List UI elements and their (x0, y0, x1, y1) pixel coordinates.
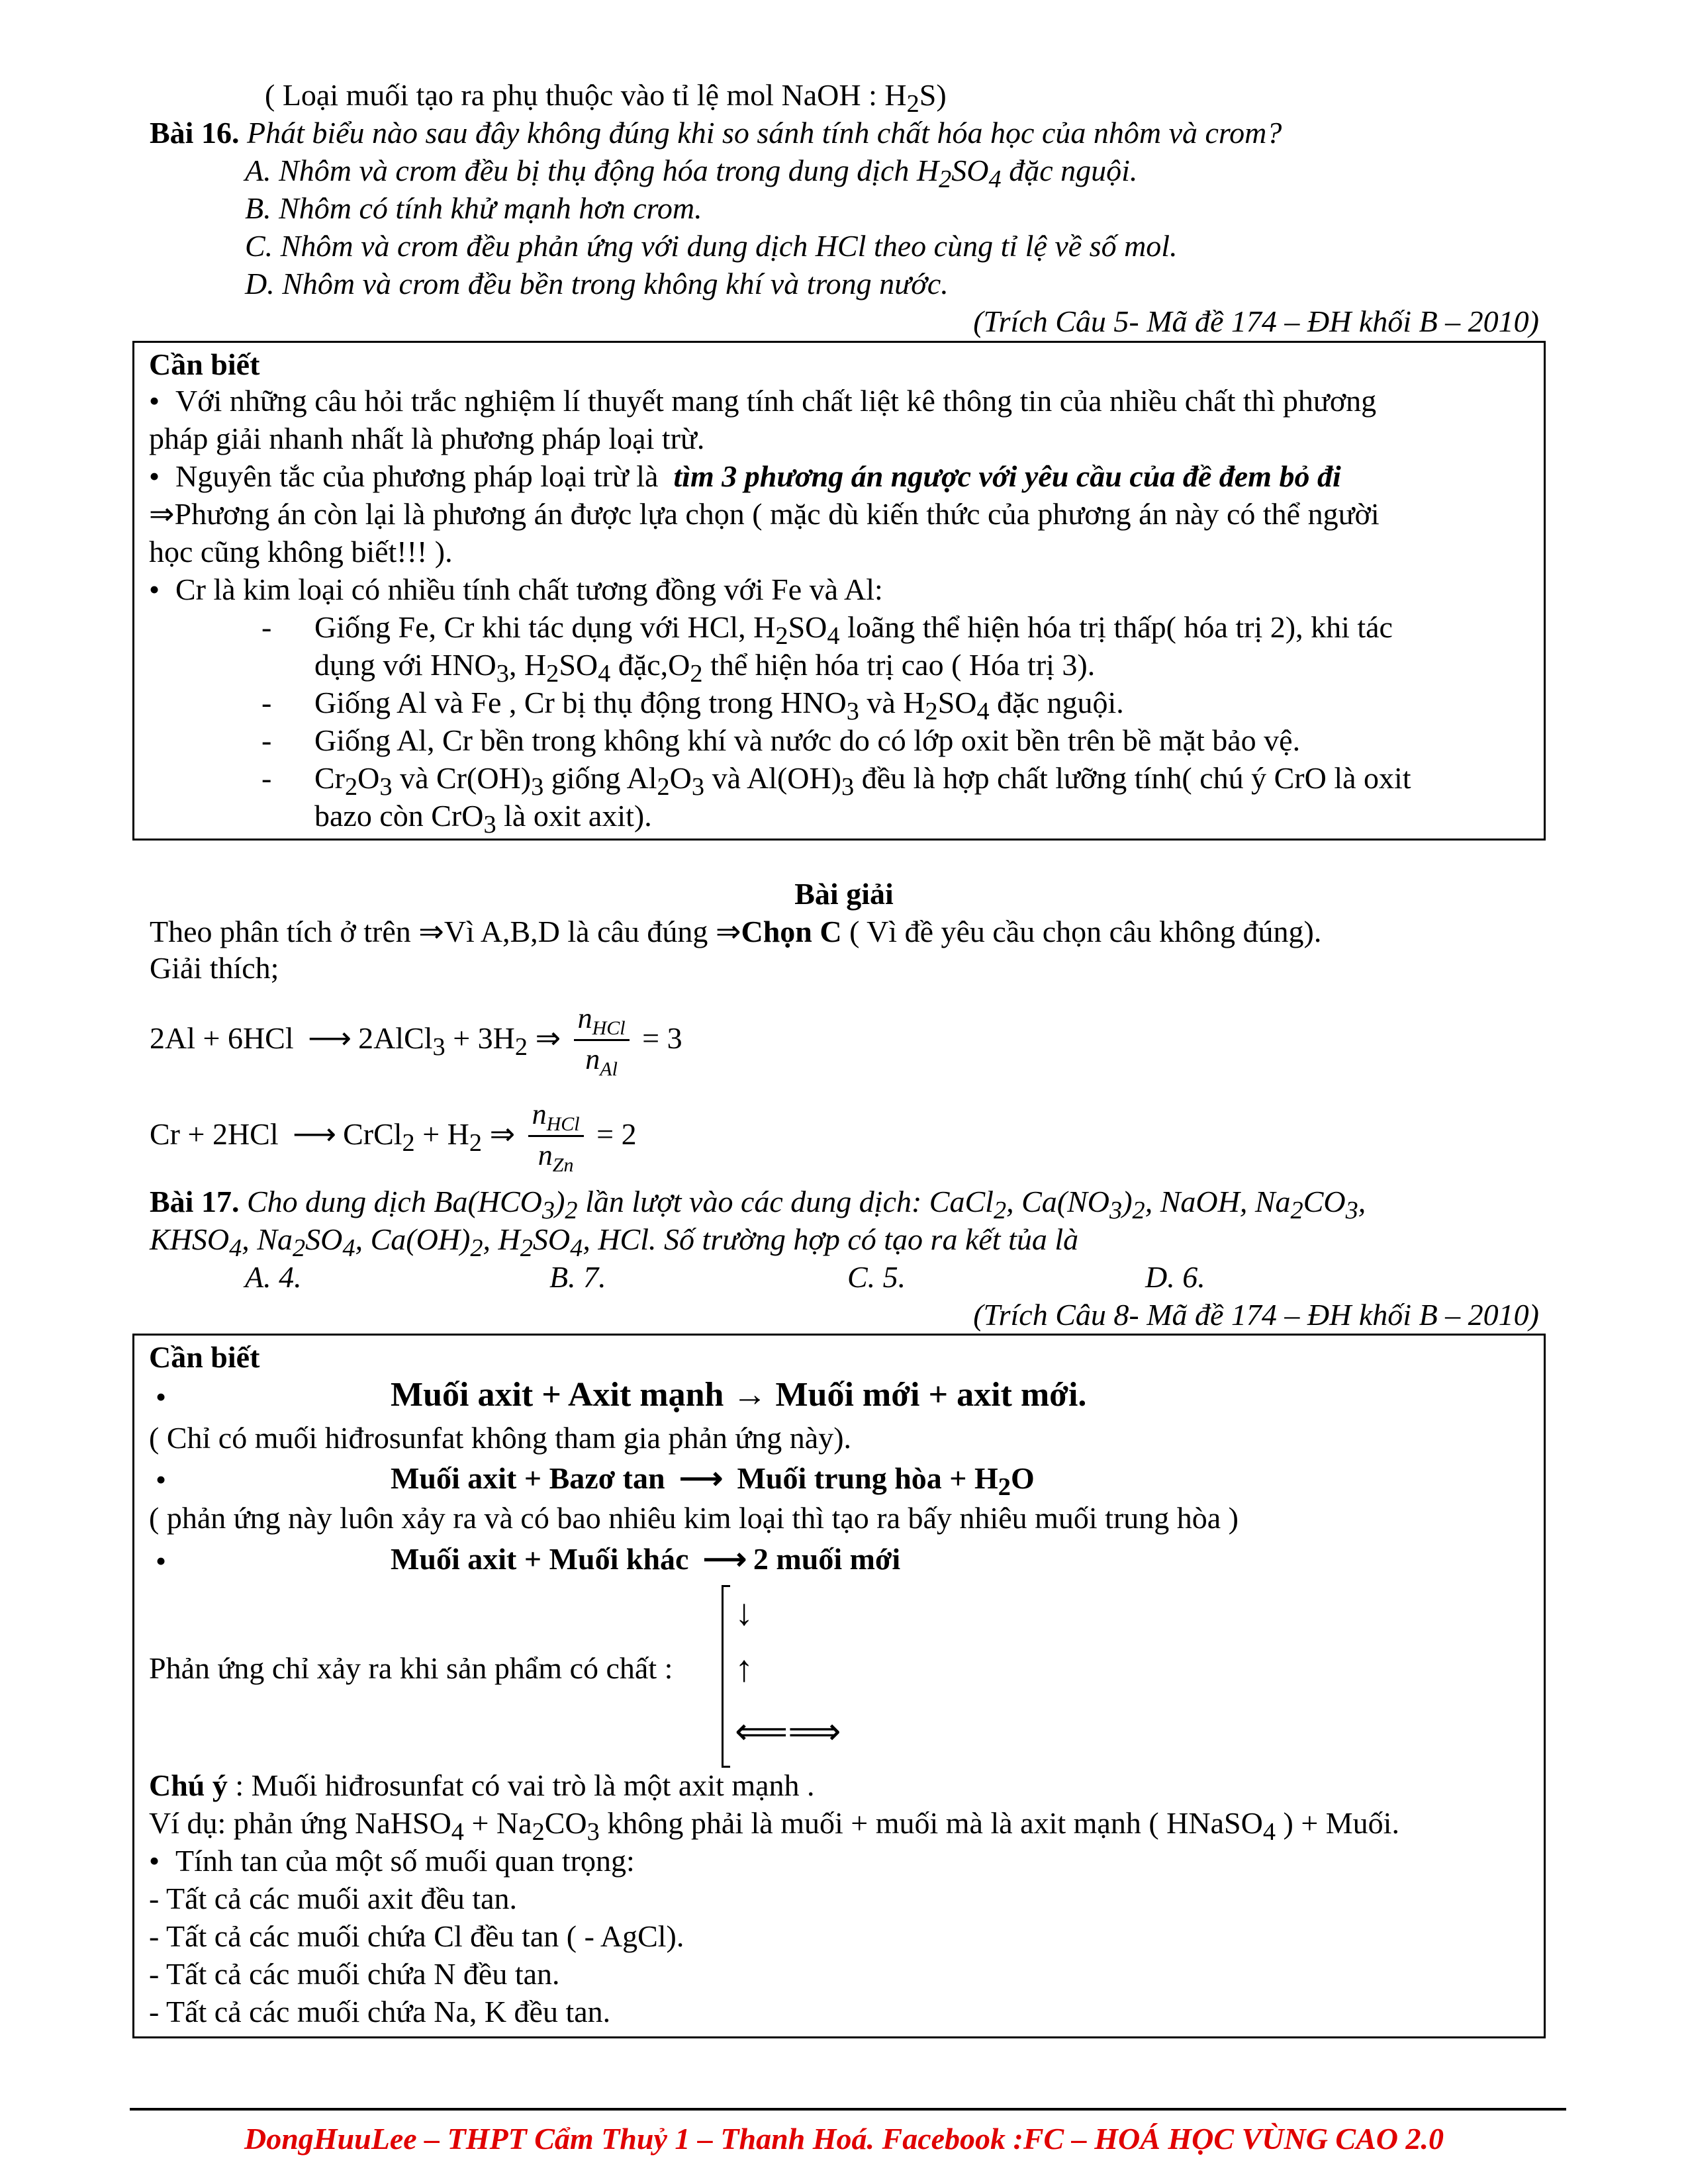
reaction-arrow-icon: ⟶ (308, 1021, 352, 1055)
box2-rule3 (391, 1542, 900, 1577)
q16-option-d: D. Nhôm và crom đều bền trong không khí và trong nước. (245, 267, 949, 300)
sol-line1a: Theo phân tích ở trên (150, 915, 411, 948)
q17-option-c: C. 5. (847, 1260, 906, 1294)
q16-stem (150, 116, 1282, 151)
implies-arrow-icon: ⇒ (418, 915, 444, 948)
q17-option-a: A. 4. (245, 1260, 302, 1294)
box2-title: Cần biết (149, 1340, 260, 1374)
box1-p3a-text: Phương án còn lại là phương án được lựa chọn ( mặc dù kiến thức của phương án này có thể người (174, 497, 1380, 531)
q17-source: (Trích Câu 8- Mã đề 174 – ĐH khối B – 2010) (973, 1298, 1539, 1332)
box2-note-text: : Muối hiđrosunfat có vai trò là một axit mạnh . (235, 1768, 815, 1802)
q16-source: (Trích Câu 5- Mã đề 174 – ĐH khối B – 2010) (973, 304, 1539, 338)
q16-label: Bài 16. (150, 116, 240, 150)
box2-solubility-title-text: Tính tan của một số muối quan trọng: (175, 1844, 635, 1878)
box2-r2-lhs: Muối axit + Bazơ tan (391, 1461, 665, 1495)
box1-p2: • Nguyên tắc của phương pháp loại trừ là tìm 3 phương án ngược với yêu cầu của đề đem bỏ đi (149, 459, 1341, 493)
box2-r2-note: ( phản ứng này luôn xảy ra và có bao nhiêu kim loại thì tạo ra bấy nhiêu muối trung hòa ) (149, 1501, 1239, 1535)
q16-option-c: C. Nhôm và crom đều phản ứng với dung dịch HCl theo cùng tỉ lệ về số mol. (245, 229, 1178, 263)
box1-d2: - Giống Al và Fe , Cr bị thụ động trong $HNO_3$ và $H_2SO_4$ đặc nguội. (261, 686, 1124, 726)
box1-d4a: - $Cr_2O_3$ và $Cr(OH)_3$ giống $Al_2O_3$ và $Al(OH)_3$ đều là hợp chất lưỡng tính( chú ý CrO là oxit (261, 761, 1411, 801)
implies-arrow-icon: ⇒ (149, 497, 175, 531)
eq2-lhs: Cr + 2HCl (150, 1116, 279, 1151)
condition-bracket (722, 1585, 730, 1768)
box1-p2a-text: Nguyên tắc của phương pháp loại trừ là (175, 459, 659, 493)
precipitate-down-arrow-icon: ↓ (735, 1592, 753, 1633)
implies-arrow-icon: ⇒ (535, 1021, 561, 1055)
q16-option-a: A. Nhôm và crom đều bị thụ động hóa trong dung dịch $H_2SO_4$ đặc nguội. (245, 154, 1138, 194)
box2-example: Ví dụ: phản ứng NaHSO$_4$ + $Na_2CO_3$ không phải là muối + muối mà là axit mạnh ( HNaSO$_4$ ) + Muối. (149, 1806, 1399, 1846)
box2-solubility-2: - Tất cả các muối chứa Cl đều tan ( - AgCl). (149, 1919, 684, 1953)
q17-stem-line2: $KHSO_4$, $Na_2SO_4$, $Ca(OH)_2$, $H_2SO_4$, HCl. Số trường hợp có tạo ra kết tủa là (150, 1222, 1079, 1263)
box1-p4: • Cr là kim loại có nhiều tính chất tương đồng với Fe và Al: (149, 572, 883, 606)
q17-option-b: B. 7. (549, 1260, 606, 1294)
eq1-lhs: 2Al + 6HCl (150, 1021, 294, 1055)
box2-r1-note: ( Chỉ có muối hiđrosunfat không tham gia phản ứng này). (149, 1421, 852, 1455)
box2-bullet-1: • (156, 1380, 167, 1414)
reaction-arrow-icon: ⟶ (679, 1461, 724, 1495)
equation-1: 2Al + 6HCl ⟶ 2AlCl$_3$ + $3H_2$ ⇒ $\frac{n_{HCl}}{n_{Al}}$ = 3 (150, 1002, 682, 1080)
top-note: ( Loại muối tạo ra phụ thuộc vào tỉ lệ mol NaOH : $H_2S$) (265, 78, 947, 118)
solution-heading: Bài giải (794, 877, 894, 911)
sol-line1d: ( Vì đề yêu cầu chọn câu không đúng). (849, 915, 1322, 948)
footer-divider (130, 2108, 1566, 2111)
implies-arrow-icon: ⇒ (715, 915, 741, 948)
eq2-ratio: $\frac{n_{HCl}}{n_{Zn}}$ (528, 1099, 584, 1176)
equilibrium-arrow-icon: ⟸⟹ (735, 1711, 841, 1752)
box1-title: Cần biết (149, 347, 260, 381)
q16-option-b: B. Nhôm có tính khử mạnh hơn crom. (245, 191, 702, 225)
box1-d4b: bazo còn CrO$_3$ là oxit axit). (314, 799, 652, 839)
box2-bullet-3: • (156, 1544, 167, 1578)
box1-p1a-text: Với những câu hỏi trắc nghiệm lí thuyết mang tính chất liệt kê thông tin của nhiều chất thì phương (175, 384, 1377, 418)
page-footer: DongHuuLee – THPT Cẩm Thuỷ 1 – Thanh Hoá. Facebook :FC – HOÁ HỌC VÙNG CAO 2.0 (244, 2122, 1444, 2156)
q17-option-d: D. 6. (1145, 1260, 1205, 1294)
box2-note-label: Chú ý (149, 1768, 228, 1802)
box1-p1b: pháp giải nhanh nhất là phương pháp loại trừ. (149, 422, 705, 455)
reaction-arrow-icon: ⟶ (293, 1116, 337, 1151)
gas-up-arrow-icon: ↑ (735, 1649, 753, 1690)
box2-solubility-3: - Tất cả các muối chứa N đều tan. (149, 1957, 560, 1991)
box2-rule1: Muối axit + Axit mạnh → Muối mới + axit mới. (391, 1376, 1087, 1414)
eq1-ratio: $\frac{n_{HCl}}{n_{Al}}$ (574, 1003, 630, 1080)
box2-solubility-4: - Tất cả các muối chứa Na, K đều tan. (149, 1995, 611, 2028)
arrow-right-icon: → (732, 1376, 767, 1414)
box2-solubility-1: - Tất cả các muối axit đều tan. (149, 1882, 518, 1915)
box1-d1a: - Giống Fe, Cr khi tác dụng với HCl, $H_2SO_4$ loãng thể hiện hóa trị thấp( hóa trị 2), khi tác (261, 610, 1393, 651)
solution-line2: Giải thích; (150, 951, 279, 985)
box1-d1b: dụng với $HNO_3$, $H_2SO_4$ $đặc,O_2$ thể hiện hóa trị cao ( Hóa trị 3). (314, 648, 1096, 688)
box1-d3-text: Giống Al, Cr bền trong không khí và nước do có lớp oxit bền trên bề mặt bảo vệ. (314, 723, 1301, 757)
solution-line1 (150, 915, 1321, 950)
box2-rule2: Muối axit + Bazơ tan ⟶ Muối trung hòa + $H_2O$ (391, 1461, 1035, 1502)
box1-p3b: học cũng không biết!!! ). (149, 535, 453, 569)
q17-label: Bài 17. (150, 1185, 240, 1218)
sol-line1b: Vì A,B,D là câu đúng (444, 915, 708, 948)
eq1-value: = 3 (642, 1021, 682, 1055)
reaction-arrow-icon: ⟶ (702, 1542, 747, 1576)
box2-note (149, 1768, 815, 1803)
box1-p3a (149, 497, 1380, 532)
box1-d3: - Giống Al, Cr bền trong không khí và nước do có lớp oxit bền trên bề mặt bảo vệ. (261, 723, 1301, 757)
box1-p1a: • Với những câu hỏi trắc nghiệm lí thuyết mang tính chất liệt kê thông tin của nhiều chất thì phương (149, 384, 1377, 418)
sol-line1c: Chọn C (741, 915, 842, 948)
box2-r1-lhs: Muối axit + Axit mạnh (391, 1376, 724, 1414)
implies-arrow-icon: ⇒ (489, 1116, 516, 1151)
box2-condition: Phản ứng chỉ xảy ra khi sản phẩm có chất : (149, 1651, 673, 1685)
box1-p4-text: Cr là kim loại có nhiều tính chất tương đồng với Fe và Al: (175, 572, 883, 606)
box2-r1-rhs: Muối mới + axit mới (775, 1376, 1078, 1414)
eq2-value: = 2 (596, 1116, 637, 1151)
box2-solubility-title: • Tính tan của một số muối quan trọng: (149, 1844, 635, 1878)
box2-r3-lhs: Muối axit + Muối khác (391, 1542, 689, 1576)
box2-bullet-2: • (156, 1463, 167, 1496)
equation-2: Cr + 2HCl ⟶ CrCl$_2$ + $H_2$ ⇒ $\frac{n_{HCl}}{n_{Zn}}$ = 2 (150, 1098, 637, 1176)
box2-r3-rhs: 2 muối mới (753, 1542, 901, 1576)
q16-question: Phát biểu nào sau đây không đúng khi so sánh tính chất hóa học của nhôm và crom? (246, 116, 1282, 150)
box1-p2b-text: tìm 3 phương án ngược với yêu cầu của đề đem bỏ đi (673, 459, 1341, 493)
q17-stem-line1: Bài 17. Cho dung dịch $Ba(HCO_3)_2$ lần lượt vào các dung dịch: CaCl$_2$, $Ca(NO_3)_2$, NaOH, $Na_2CO_3$, (150, 1185, 1366, 1225)
